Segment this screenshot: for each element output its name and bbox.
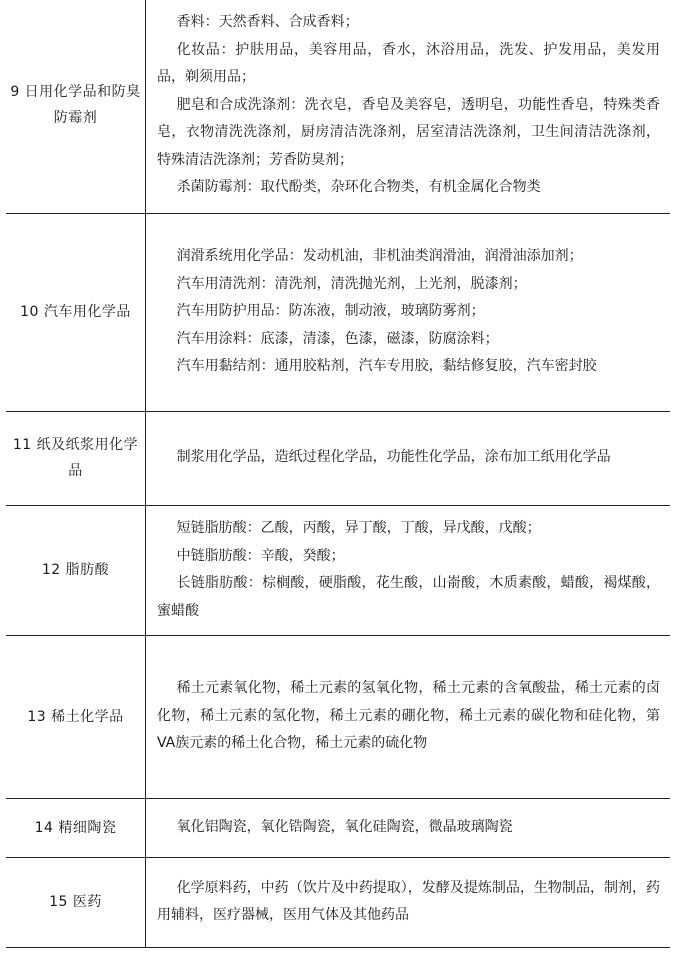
item-line: 中链脂肪酸：辛酸，癸酸； bbox=[176, 547, 345, 564]
table-row-13 bbox=[6, 635, 670, 798]
item-line: 汽车用清洗剂：清洗剂，清洗抛光剂，上光剂，脱漆剂； bbox=[176, 275, 527, 292]
category-cell: 11 纸及纸浆用化学品 bbox=[6, 411, 146, 505]
table-row-12 bbox=[6, 505, 670, 635]
item-line: 杀菌防霉剂：取代酚类，杂环化合物类，有机金属化合物类 bbox=[176, 179, 541, 195]
category-cell: 13 稀土化学品 bbox=[6, 635, 146, 798]
table-row-15 bbox=[6, 857, 670, 947]
item-line: 化学原料药，中药（饮片及中药提取），发酵及提炼制品，生物制品，制剂，药用辅料，医疗器械，医用气体及其他药品 bbox=[157, 879, 660, 923]
category-cell: 14 精细陶瓷 bbox=[6, 798, 146, 857]
table-row-11 bbox=[6, 411, 670, 505]
category-cell: 9 日用化学品和防臭防霉剂 bbox=[6, 0, 146, 213]
item-line: 汽车用黏结剂：通用胶粘剂，汽车专用胶，黏结修复胶，汽车密封胶 bbox=[176, 358, 597, 375]
item-line: 化妆品：护肤用品，美容用品，香水，沐浴用品，洗发、护发用品，美发用品，剃须用品； bbox=[157, 41, 660, 85]
item-line: 长链脂肪酸：棕榈酸，硬脂酸，花生酸，山嵛酸，木质素酸，蜡酸，褐煤酸，蜜蜡酸 bbox=[157, 575, 660, 619]
table-row-14 bbox=[6, 798, 670, 857]
items-cell bbox=[146, 635, 671, 798]
items-cell bbox=[146, 798, 671, 857]
category-cell: 10 汽车用化学品 bbox=[6, 213, 146, 411]
item-line: 氧化铝陶瓷，氧化锆陶瓷，氧化硅陶瓷，微晶玻璃陶瓷 bbox=[176, 818, 513, 835]
table-row-10 bbox=[6, 213, 670, 411]
items-cell bbox=[146, 213, 671, 411]
items-cell bbox=[146, 411, 671, 505]
item-line: 肥皂和合成洗涤剂：洗衣皂，香皂及美容皂，透明皂，功能性香皂，特殊类香皂，衣物清洗洗涤剂，厨房清洁洗涤剂，居室清洁洗涤剂，卫生间清洁洗涤剂，特殊清洁洗涤剂；芳香防臭剂； bbox=[157, 96, 660, 168]
items-cell bbox=[146, 505, 671, 635]
item-line: 汽车用涂料：底漆，清漆，色漆，磁漆，防腐涂料； bbox=[176, 330, 499, 347]
item-line: 汽车用防护用品：防冻液，制动液，玻璃防雾剂； bbox=[176, 303, 485, 320]
items-cell bbox=[146, 0, 671, 213]
item-line: 香料：天然香料、合成香料； bbox=[176, 14, 359, 30]
table-row-9 bbox=[6, 0, 670, 213]
items-cell bbox=[146, 857, 671, 947]
item-line: 润滑系统用化学品：发动机油，非机油类润滑油，润滑油添加剂； bbox=[176, 248, 583, 265]
item-line: 稀土元素氧化物，稀土元素的氢氧化物，稀土元素的含氧酸盐，稀土元素的卤化物，稀土元素的氢化物，稀土元素的硼化物，稀土元素的碳化物和硅化物，第VA族元素的稀土化合物，稀土元素的硫化物 bbox=[157, 680, 660, 752]
category-cell: 15 医药 bbox=[6, 857, 146, 947]
category-cell: 12 脂肪酸 bbox=[6, 505, 146, 635]
category-table bbox=[6, 0, 670, 948]
item-line: 制浆用化学品，造纸过程化学品，功能性化学品，涂布加工纸用化学品 bbox=[176, 449, 611, 466]
item-line: 短链脂肪酸：乙酸，丙酸，异丁酸，丁酸，异戊酸，戊酸； bbox=[176, 520, 541, 536]
